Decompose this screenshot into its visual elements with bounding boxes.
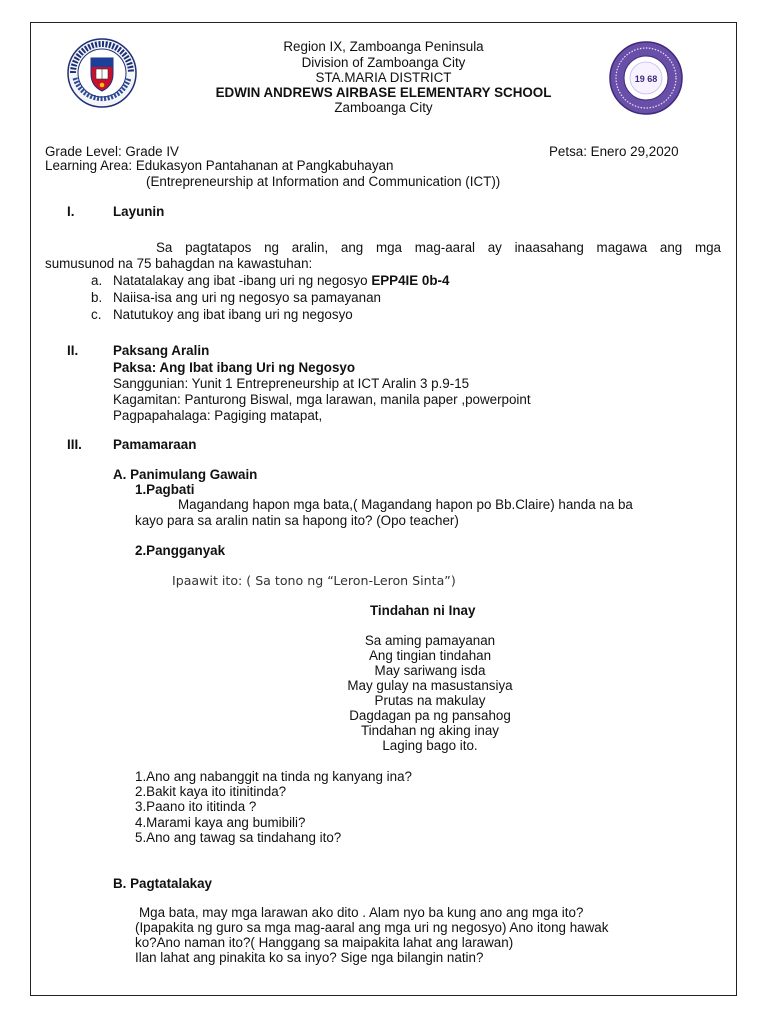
song-line: Prutas na makulay: [374, 693, 486, 708]
header-district: STA.MARIA DISTRICT: [315, 70, 452, 85]
header-school: EDWIN ANDREWS AIRBASE ELEMENTARY SCHOOL: [215, 85, 552, 100]
pagpapahalaga: Pagpapahalaga: Pagiging matapat,: [113, 408, 323, 423]
objective-letter: c.: [91, 307, 102, 322]
discussion-line: Mga bata, may mga larawan ako dito . Alam nyo ba kung ano ang mga ito?: [139, 905, 584, 920]
subsection-b-title: B. Pagtatalakay: [113, 876, 212, 891]
song-intro: Ipaawit ito: ( Sa tono ng “Leron-Leron Sinta”): [172, 573, 456, 588]
header-division: Division of Zamboanga City: [301, 55, 466, 70]
learning-area: Learning Area: Edukasyon Pantahanan at Pangkabuhayan: [45, 158, 394, 173]
song-title: Tindahan ni Inay: [370, 603, 476, 618]
date: Petsa: Enero 29,2020: [549, 144, 679, 159]
sanggunian: Sanggunian: Yunit 1 Entrepreneurship at ICT Aralin 3 p.9-15: [113, 376, 470, 391]
learning-subarea: (Entrepreneurship at Information and Communication (ICT)): [146, 174, 501, 189]
objective-text: Naiisa-isa ang uri ng negosyo sa pamayanan: [113, 290, 381, 305]
objective-letter: a.: [91, 273, 103, 288]
question-item: 4.Marami kaya ang bumibili?: [135, 815, 306, 830]
song-line: Dagdagan pa ng pansahog: [349, 708, 511, 723]
song-line: Tindahan ng aking inay: [361, 723, 499, 738]
song-line: May gulay na masustansiya: [347, 678, 513, 693]
question-item: 2.Bakit kaya ito itinitinda?: [135, 784, 287, 799]
pangganyak-title: 2.Pangganyak: [135, 543, 226, 558]
pagbati-line2: kayo para sa aralin natin sa hapong ito? (Opo teacher): [135, 513, 459, 528]
section-3-title: Pamamaraan: [113, 437, 197, 452]
objective-text: Natutukoy ang ibat ibang uri ng negosyo: [113, 307, 353, 322]
pagbati-line1: Magandang hapon mga bata,( Magandang hapon po Bb.Claire) handa na ba: [178, 497, 633, 512]
objective-text-main: Natatalakay ang ibat -ibang uri ng negosyo: [113, 273, 372, 288]
section-1-title: Layunin: [113, 204, 165, 219]
subsection-a-title: A. Panimulang Gawain: [113, 467, 258, 482]
song-line: May sariwang isda: [374, 663, 486, 678]
song-line: Sa aming pamayanan: [364, 633, 496, 648]
section-1-number: I.: [67, 204, 75, 219]
kagamitan: Kagamitan: Panturong Biswal, mga larawan, manila paper ,powerpoint: [113, 392, 531, 407]
objective-intro-line1: Sa pagtatapos ng aralin, ang mga mag-aaral ay inaasahang magawa ang mga: [156, 240, 721, 255]
section-3-number: III.: [67, 437, 82, 452]
question-item: 3.Paano ito ititinda ?: [135, 799, 257, 814]
school-seal-year: 19 68: [634, 74, 658, 84]
discussion-line: (Ipapakita ng guro sa mga mag-aaral ang mga uri ng negosyo) Ano itong hawak: [135, 920, 609, 935]
grade-level: Grade Level: Grade IV: [45, 144, 179, 159]
discussion-line: ko?Ano naman ito?( Hanggang sa maipakita lahat ang larawan): [135, 935, 514, 950]
header-city: Zamboanga City: [334, 100, 433, 115]
objective-code: EPP4IE 0b-4: [371, 273, 450, 288]
song-line: Laging bago ito.: [382, 738, 478, 753]
question-item: 5.Ano ang tawag sa tindahang ito?: [135, 830, 342, 845]
question-item: 1.Ano ang nabanggit na tinda ng kanyang ina?: [135, 769, 412, 784]
objective-intro-line2: sumusunod na 75 bahagdan na kawastuhan:: [45, 256, 313, 271]
pagbati-title: 1.Pagbati: [135, 482, 195, 497]
section-2-number: II.: [67, 343, 79, 358]
paksa: Paksa: Ang Ibat ibang Uri ng Negosyo: [113, 360, 356, 375]
objective-text: [113, 273, 449, 288]
section-2-title: Paksang Aralin: [113, 343, 210, 358]
song-line: Ang tingian tindahan: [368, 648, 492, 663]
header-region: Region IX, Zamboanga Peninsula: [283, 39, 484, 54]
discussion-line: Ilan lahat ang pinakita ko sa inyo? Sige nga bilangin natin?: [135, 950, 484, 965]
objective-letter: b.: [91, 290, 103, 305]
